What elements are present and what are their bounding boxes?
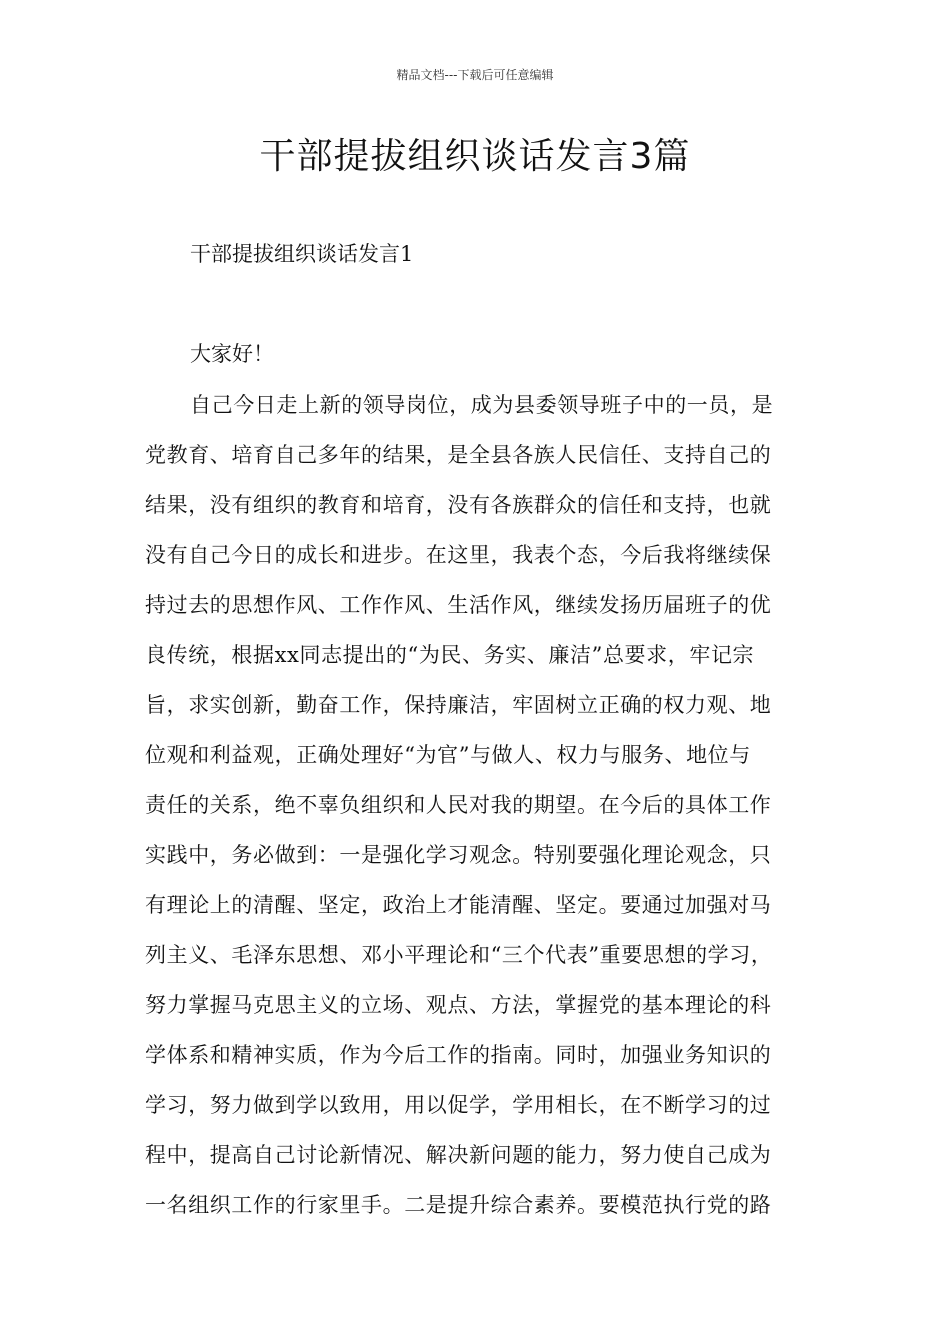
body-line: 旨，求实创新，勤奋工作，保持廉洁，牢固树立正确的权力观、地 (145, 693, 772, 717)
body-line: 实践中，务必做到：一是强化学习观念。特别要强化理论观念，只 (145, 843, 772, 867)
body-line: 列主义、毛泽东思想、邓小平理论和“三个代表”重要思想的学习， (145, 943, 773, 967)
greeting-line: 大家好！ (190, 342, 274, 366)
document-title: 干部提拔组织谈话发言3篇 (259, 136, 691, 177)
body-line: 结果，没有组织的教育和培育，没有各族群众的信任和支持，也就 (145, 493, 772, 517)
body-line: 党教育、培育自己多年的结果，是全县各族人民信任、支持自己的 (145, 443, 772, 467)
body-line: 学习，努力做到学以致用，用以促学，学用相长，在不断学习的过 (145, 1093, 772, 1117)
body-line: 程中，提高自己讨论新情况、解决新问题的能力，努力使自己成为 (145, 1143, 772, 1167)
body-line: 有理论上的清醒、坚定，政治上才能清醒、坚定。要通过加强对马 (145, 893, 772, 917)
body-line: 持过去的思想作风、工作作风、生活作风，继续发扬历届班子的优 (145, 593, 772, 617)
body-line: 位观和利益观，正确处理好“为官”与做人、权力与服务、地位与 (145, 743, 751, 767)
body-line: 努力掌握马克思主义的立场、观点、方法，掌握党的基本理论的科 (145, 993, 772, 1017)
header-note: 精品文档---下载后可任意编辑 (396, 68, 554, 82)
body-line: 学体系和精神实质，作为今后工作的指南。同时，加强业务知识的 (145, 1043, 772, 1067)
body-line: 良传统，根据xx同志提出的“为民、务实、廉洁”总要求，牢记宗 (145, 643, 755, 667)
body-line: 责任的关系，绝不辜负组织和人民对我的期望。在今后的具体工作 (145, 793, 772, 817)
body-text (145, 380, 825, 1230)
body-line: 没有自己今日的成长和进步。在这里，我表个态，今后我将继续保 (145, 543, 772, 567)
body-line: 自己今日走上新的领导岗位，成为县委领导班子中的一员，是 (190, 393, 774, 417)
section-heading: 干部提拔组织谈话发言1 (190, 242, 414, 266)
body-line: 一名组织工作的行家里手。二是提升综合素养。要模范执行党的路 (145, 1193, 772, 1217)
